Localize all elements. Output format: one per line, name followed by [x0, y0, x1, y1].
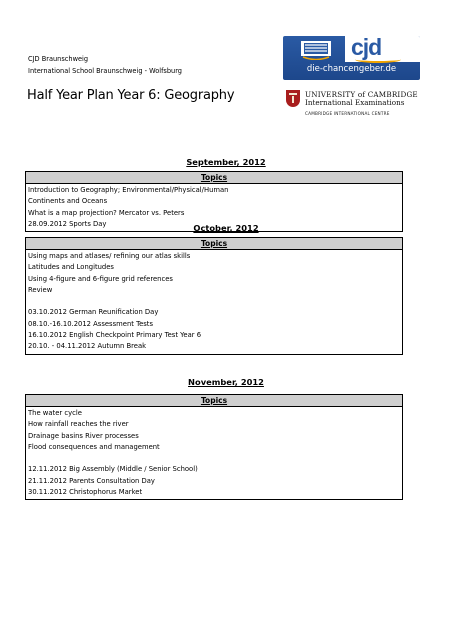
- table-row: The water cycle: [28, 409, 82, 417]
- table-body: [26, 250, 402, 354]
- cambridge-shield-icon: [286, 90, 300, 107]
- page-title: Half Year Plan Year 6: Geography: [27, 88, 235, 103]
- cjd-logo: [283, 36, 420, 80]
- table-row: How rainfall reaches the river: [28, 420, 129, 429]
- table-row: Latitudes and Longitudes: [28, 263, 114, 272]
- table-header-label: Topics: [200, 239, 228, 248]
- cambridge-logo: [286, 90, 426, 118]
- table-row: 30.11.2012 Christophorus Market: [28, 488, 143, 497]
- table-row: 20.10. - 04.11.2012 Autumn Break: [28, 342, 147, 351]
- table-row: 21.11.2012 Parents Consultation Day: [28, 476, 155, 485]
- table-row: 28.09.2012 Sports Day: [28, 219, 107, 228]
- cjd-tagline: die-chancengeber.de: [306, 64, 397, 74]
- table-row: 16.10.2012 English Checkpoint Primary Test Year 6: [28, 331, 202, 340]
- table-row: Introduction to Geography; Environmental/Physical/Human: [28, 186, 229, 194]
- table-row: Flood consequences and management: [28, 442, 160, 451]
- table-body: [26, 407, 402, 499]
- month-heading-november: [0, 377, 452, 387]
- table-row: Continents and Oceans: [28, 197, 108, 206]
- table-row: Using maps and atlases/ refining our atlas skills: [28, 252, 191, 260]
- topics-table-october: [25, 237, 403, 355]
- cambridge-line3: CAMBRIDGE INTERNATIONAL CENTRE: [305, 111, 390, 116]
- cjd-emblem-icon: [295, 40, 339, 60]
- cjd-swoosh: [355, 56, 401, 63]
- school-name: CJD Braunschweig: [28, 55, 89, 63]
- month-heading-october: [0, 223, 452, 233]
- month-label: October, 2012: [193, 223, 259, 233]
- table-row: Drainage basins River processes: [28, 431, 139, 440]
- table-row: What is a map projection? Mercator vs. Peters: [28, 208, 185, 217]
- month-heading-september: [0, 157, 452, 167]
- school-header: [28, 53, 182, 77]
- table-header: [26, 172, 402, 184]
- table-row: [28, 296, 400, 307]
- table-row: 12.11.2012 Big Assembly (Middle / Senior School): [28, 465, 198, 474]
- table-row: Using 4-figure and 6-figure grid references: [28, 274, 173, 283]
- table-header-label: Topics: [200, 396, 228, 405]
- cambridge-line2: International Examinations: [305, 98, 405, 107]
- table-row: 03.10.2012 German Reunification Day: [28, 308, 159, 317]
- table-header: [26, 238, 402, 250]
- school-subtitle: International School Braunschweig - Wolfsburg: [28, 67, 182, 75]
- month-label: November, 2012: [188, 377, 264, 387]
- cambridge-line1: UNIVERSITY of CAMBRIDGE: [305, 90, 418, 99]
- cjd-word: cjd: [351, 36, 382, 60]
- month-label: September, 2012: [186, 157, 266, 167]
- cjd-wordmark: [345, 36, 420, 62]
- table-row: 08.10.-16.10.2012 Assessment Tests: [28, 319, 154, 328]
- table-row: [28, 453, 400, 464]
- table-row: Review: [28, 285, 53, 294]
- table-header-label: Topics: [200, 173, 228, 182]
- topics-table-november: [25, 394, 403, 500]
- table-header: [26, 395, 402, 407]
